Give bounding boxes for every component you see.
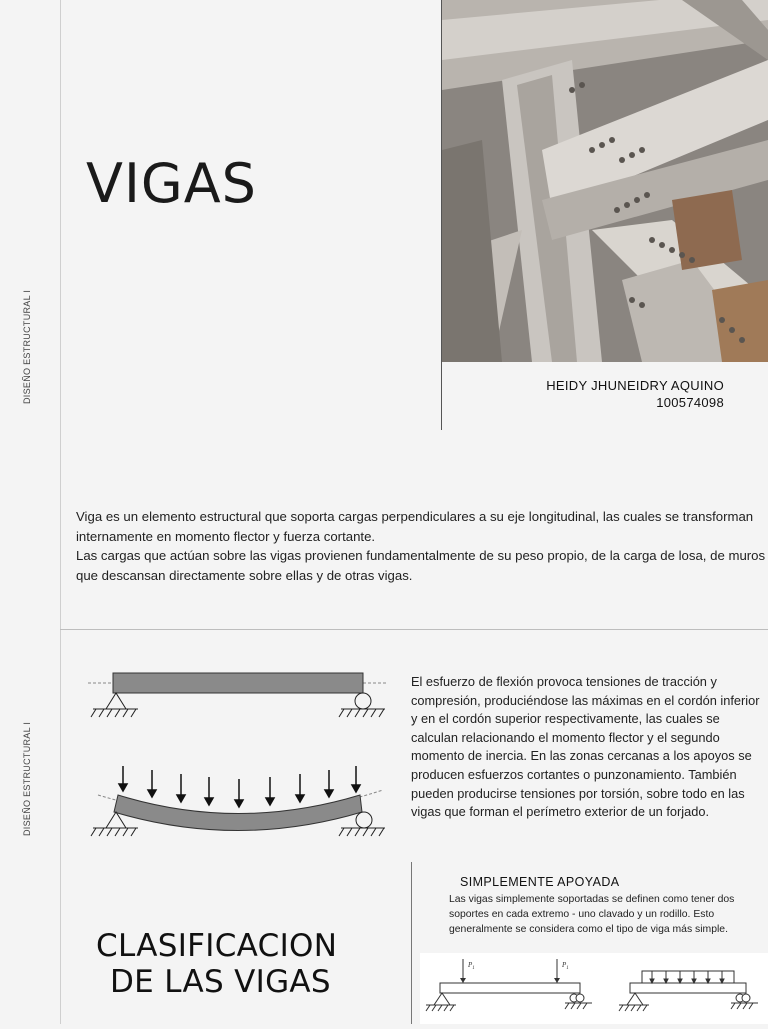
load-label-1: P <box>468 961 473 969</box>
point-load-beam-diagram <box>426 959 592 1011</box>
simple-beam-text: Las vigas simplemente soportadas se definen como tener dos soportes en cada extremo - uno clavado y un rodillo. Esto generalmente se considera como el tipo de viga más simple. <box>449 894 735 936</box>
load-label-1-sub: 1 <box>472 966 475 971</box>
classification-heading <box>96 928 337 1000</box>
author-name: HEIDY JHUNEIDRY AQUINO <box>546 378 724 393</box>
straight-beam-diagram <box>88 673 388 717</box>
steel-structure-image <box>442 0 768 362</box>
svg-text:P1 <box>561 961 569 971</box>
side-label-bottom: DISEÑO ESTRUCTURAL I <box>22 721 32 836</box>
load-label-2-sub: 1 <box>566 966 569 971</box>
section-divider-line <box>60 629 768 630</box>
side-label-top: DISEÑO ESTRUCTURAL I <box>22 289 32 404</box>
simple-beam-diagrams <box>420 953 768 1024</box>
simple-beam-title: SIMPLEMENTE APOYADA <box>460 875 620 889</box>
svg-text:P1 <box>467 961 475 971</box>
intro-term: Viga <box>76 509 103 524</box>
classification-heading-line-1: CLASIFICACION <box>96 928 338 964</box>
page-title: VIGAS <box>86 152 257 215</box>
simple-divider-line <box>411 862 412 1024</box>
intro-paragraph <box>76 507 766 585</box>
flexion-paragraph: El esfuerzo de flexión provoca tensiones de tracción y compresión, produciéndose las máximas en el cordón inferior y en el cordón superior respectivamente, las cuales se calculan relacionando el momento flector y el segundo momento de inercia. En las zonas cercanas a los apoyos se producen esfuerzos cortantes o punzonamiento. También pueden producirse tensiones por torsión, sobre todo en las vigas que forman el perímetro exterior de un forjado. <box>411 674 760 820</box>
classification-heading-line-2: DE LAS VIGAS <box>110 964 331 1000</box>
author-block <box>546 377 724 411</box>
deflected-beam-diagram <box>91 766 385 836</box>
beam-diagrams <box>88 662 398 842</box>
distributed-load-beam-diagram <box>619 971 758 1011</box>
load-label-2: P <box>562 961 567 969</box>
intro-line-1 <box>76 507 766 546</box>
intro-line-1-rest: es un elemento estructural que soporta cargas perpendiculares a su eje longitudinal, las cuales se transforman internamente en momento flector y fuerza cortante. <box>76 509 754 544</box>
intro-line-2: Las cargas que actúan sobre las vigas provienen fundamentalmente de su peso propio, de la carga de losa, de muros que descansan directamente sobre ellas y de otras vigas. <box>76 548 766 583</box>
author-id: 100574098 <box>656 395 724 410</box>
left-margin-line <box>60 0 61 1024</box>
